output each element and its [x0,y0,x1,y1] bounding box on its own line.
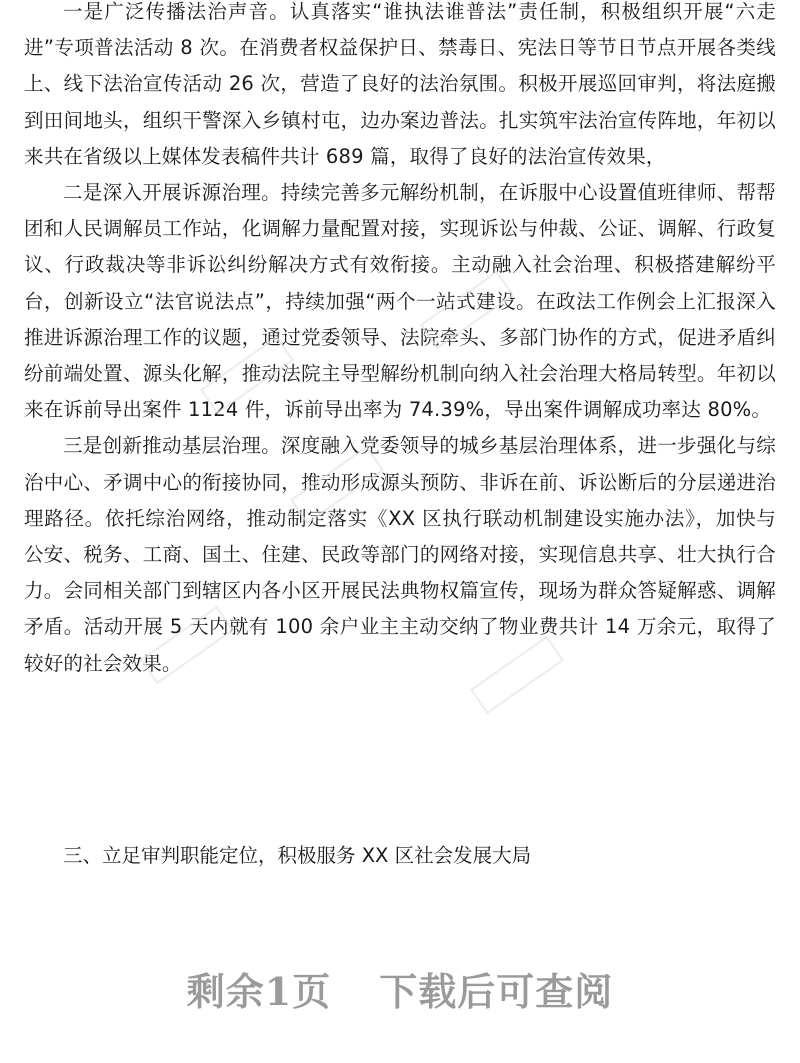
download-to-view-label[interactable]: 下载后可查阅 [379,968,614,1014]
paragraph-legal-publicity: 一是广泛传播法治声音。认真落实“谁执法谁普法”责任制，积极组织开展“六走进”专项普法活动 8 次。在消费者权益保护日、禁毒日、宪法日等节日节点开展各类线上、线下法治宣传活动 26 次，营造了良好的法治氛围。积极开展巡回审判，将法庭搬到田间地头，组织干警深入乡镇村屯，边办案边普法。扎实筑牢法治宣传阵地，年初以来共在省级以上媒体发表稿件共计 689 篇，取得了良好的法治宣传效果， [24,0,776,168]
paragraph-litigation-source-governance: 二是深入开展诉源治理。持续完善多元解纷机制，在诉服中心设置值班律师、帮帮团和人民调解员工作站，化调解力量配置对接，实现诉讼与仲裁、公证、调解、行政复议、行政裁决等非诉讼纠纷解决方式有效衔接。主动融入社会治理、积极搭建解纷平台，创新设立“法官说法点”，持续加强“两个一站式建设。在政法工作例会上汇报深入推进诉源治理工作的议题，通过党委领导、法院牵头、多部门协作的方式，促进矛盾纠纷前端处置、源头化解，推动法院主导型解纷机制向纳入社会治理大格局转型。年初以来在诉前导出案件 1124 件，诉前导出率为 74.39%，导出案件调解成功率达 80%。 [24,181,776,422]
remaining-pages-label: 剩余1页 [186,968,332,1014]
section-heading: 三、立足审判职能定位，积极服务 XX 区社会发展大局 [63,844,532,867]
remaining-pages-banner[interactable] [0,958,800,1018]
paragraph-grassroots-governance: 三是创新推动基层治理。深度融入党委领导的城乡基层治理体系，进一步强化与综治中心、矛调中心的衔接协同，推动形成源头预防、非诉在前、诉讼断后的分层递进治理路径。依托综治网络，推动制定落实《XX 区执行联动机制建设实施办法》，加快与公安、税务、工商、国土、住建、民政等部门的网络对接，实现信息共享、壮大执行合力。会同相关部门到辖区内各小区开展民法典物权篇宣传，现场为群众答疑解惑、调解矛盾。活动开展 5 天内就有 100 余户业主主动交纳了物业费共计 14 万余元，取得了较好的社会效果。 [24,434,776,675]
document-body [24,0,776,682]
